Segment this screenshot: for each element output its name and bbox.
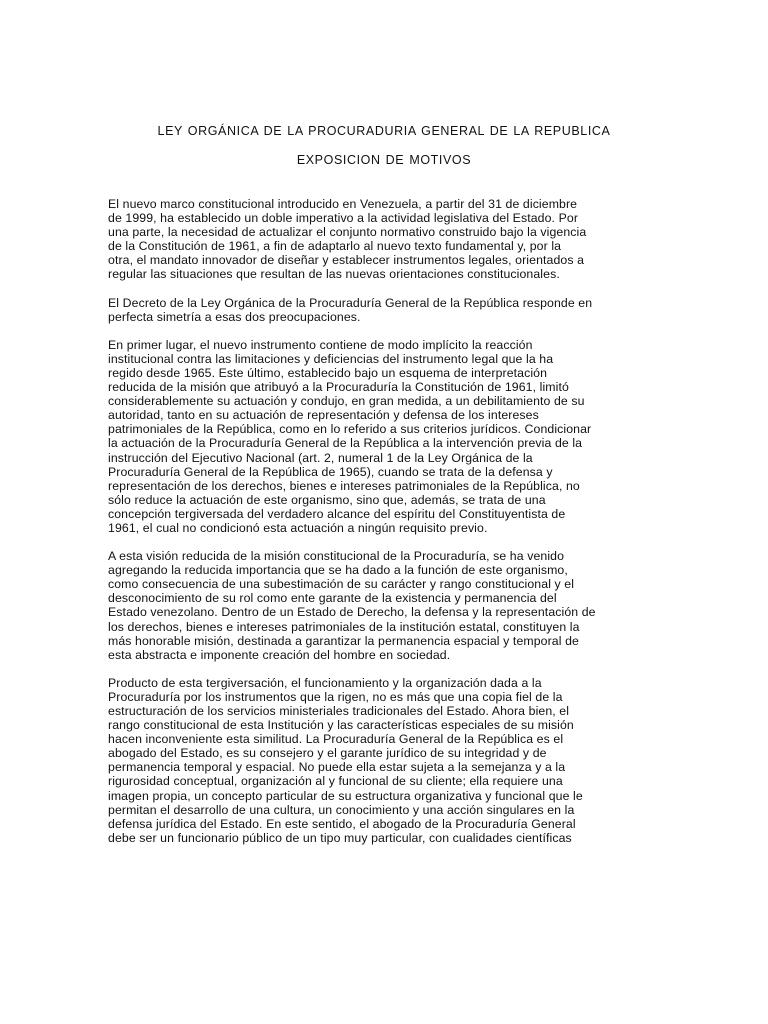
text-line: Procuraduría General de la República de 1965), cuando se trata de la defensa y: [108, 464, 553, 479]
text-line: agregando la reducida importancia que se ha dado a la función de este organismo,: [108, 563, 568, 578]
text-line: reducida de la misión que atribuyó a la Procuraduría la Constitución de 1961, limitó: [108, 380, 569, 395]
text-line: otra, el mandato innovador de diseñar y establecer instrumentos legales, orientados a: [108, 253, 585, 268]
text-line: representación de los derechos, bienes e intereses patrimoniales de la República, no: [108, 478, 580, 493]
text-line: institucional contra las limitaciones y deficiencias del instrumento legal que la ha: [108, 351, 554, 366]
document-subtitle: EXPOSICION DE MOTIVOS: [296, 153, 472, 167]
text-line: los derechos, bienes e intereses patrimoniales de la institución estatal, constituyen la: [108, 619, 580, 634]
text-line: desconocimiento de su rol como ente garante de la existencia y permanencia del: [108, 591, 557, 606]
text-line: considerablemente su actuación y condujo, en gran medida, a un debilitamiento de su: [108, 394, 585, 409]
text-line: defensa jurídica del Estado. En este sentido, el abogado de la Procuraduría General: [108, 816, 576, 831]
text-line: patrimoniales de la República, como en lo referido a sus criterios jurídicos. Condicionar: [108, 422, 592, 437]
text-line: estructuración de los servicios ministeriales tradicionales del Estado. Ahora bien, el: [108, 704, 570, 718]
text-line: de la Constitución de 1961, a fin de adaptarlo al nuevo texto fundamental y, por la: [108, 239, 562, 254]
text-line: En primer lugar, el nuevo instrumento contiene de modo implícito la reacción: [108, 337, 533, 352]
text-line: El nuevo marco constitucional introducido en Venezuela, a partir del 31 de diciembre: [108, 197, 578, 211]
text-line: El Decreto de la Ley Orgánica de la Procuraduría General de la República responde en: [108, 295, 593, 310]
text-line: Estado venezolano. Dentro de un Estado de Derecho, la defensa y la representación de: [108, 605, 596, 620]
text-line: permitan el desarrollo de una cultura, un conocimiento y una acción singulares en la: [108, 802, 575, 817]
text-line: hacen inconveniente esta similitud. La Procuraduría General de la República es el: [108, 732, 564, 747]
text-line: perfecta simetría a esas dos preocupaciones.: [108, 309, 361, 324]
text-line: más honorable misión, destinada a garantizar la permanencia espacial y temporal de: [108, 633, 579, 648]
paragraph: [108, 676, 660, 845]
text-line: rango constitucional de esta Institución y las características especiales de su misión: [108, 718, 574, 733]
paragraph: [108, 197, 660, 282]
text-line: regido desde 1965. Este último, establecido bajo un esquema de interpretación: [108, 365, 548, 380]
text-line: permanencia temporal y espacial. No puede ella estar sujeta a la semejanza y a la: [108, 760, 566, 775]
text-line: esta abstracta e imponente creación del hombre en sociedad.: [108, 647, 451, 662]
paragraph: [108, 296, 660, 324]
text-line: debe ser un funcionario público de un tipo muy particular, con cualidades científicas: [108, 830, 572, 845]
text-line: Procuraduría por los instrumentos que la rigen, no es más que una copia fiel de la: [108, 689, 563, 704]
text-line: imagen propia, un concepto particular de su estructura organizativa y funcional que le: [108, 788, 583, 803]
text-line: concepción tergiversada del verdadero alcance del espíritu del Constituyentista de: [108, 506, 566, 521]
text-line: Producto de esta tergiversación, el funcionamiento y la organización dada a la: [108, 675, 542, 690]
text-line: sólo reduce la actuación de este organismo, sino que, además, se trata de una: [108, 492, 546, 507]
paragraph: [108, 549, 660, 662]
text-line: una parte, la necesidad de actualizar el conjunto normativo construido bajo la vigencia: [108, 225, 587, 240]
text-line: instrucción del Ejecutivo Nacional (art. 2, numeral 1 de la Ley Orgánica de la: [108, 450, 533, 465]
document-body: [108, 197, 660, 859]
document-title: LEY ORGÁNICA DE LA PROCURADURIA GENERAL DE LA REPUBLICA: [157, 124, 611, 138]
text-line: 1961, el cual no condicionó esta actuación a ningún requisito previo.: [108, 520, 488, 535]
text-line: autoridad, tanto en su actuación de representación y defensa de los intereses: [108, 408, 539, 423]
text-line: de 1999, ha establecido un doble imperativo a la actividad legislativa del Estado. Por: [108, 211, 579, 226]
text-line: como consecuencia de una subestimación de su carácter y rango constitucional y el: [108, 577, 575, 592]
text-line: rigurosidad conceptual, organización al y funcional de su cliente; ella requiere una: [108, 774, 563, 789]
text-line: la actuación de la Procuraduría General de la República a la intervención previa de la: [108, 436, 583, 451]
text-line: regular las situaciones que resultan de las nuevas orientaciones constitucionales.: [108, 267, 560, 282]
text-line: A esta visión reducida de la misión constitucional de la Procuraduría, se ha venido: [108, 549, 565, 564]
paragraph: [108, 338, 660, 535]
text-line: abogado del Estado, es su consejero y el garante jurídico de su integridad y de: [108, 746, 547, 761]
